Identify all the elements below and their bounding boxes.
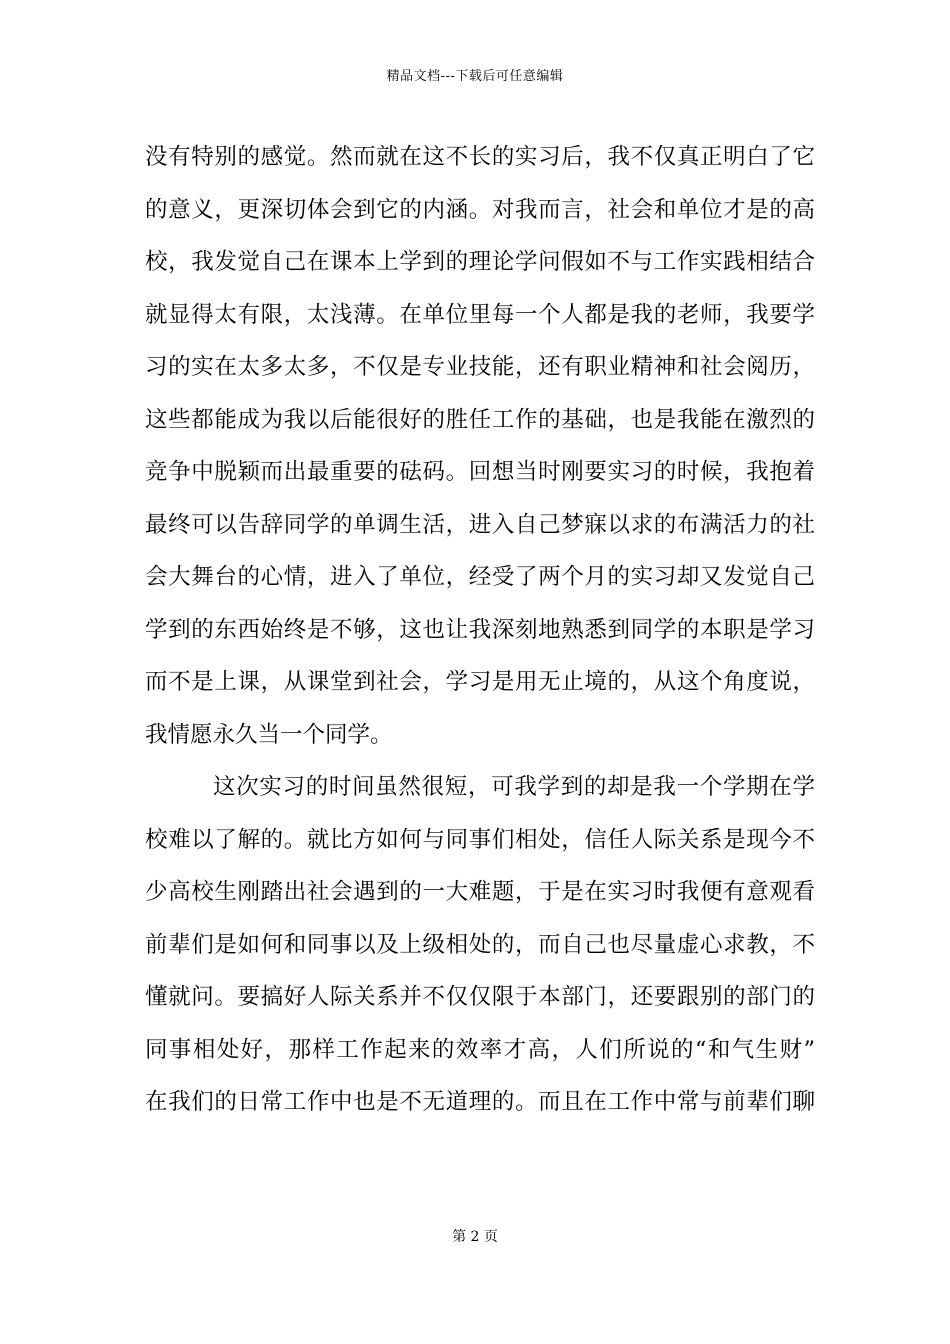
text-line: 懂就问。要搞好人际关系并不仅仅限于本部门，还要跟别的部门的 (145, 984, 815, 1010)
text-line: 学到的东西始终是不够，这也让我深刻地熟悉到同学的本职是学习 (145, 616, 815, 643)
text-line: 前辈们是如何和同事以及上级相处的，而自己也尽量虚心求教，不 (145, 931, 815, 958)
text-line: 同事相处好，那样工作起来的效率才高，人们所说的“和气生财” (145, 1036, 815, 1063)
text-line: 就显得太有限，太浅薄。在单位里每一个人都是我的老师，我要学 (145, 301, 815, 328)
text-line: 校，我发觉自己在课本上学到的理论学问假如不与工作实践相结合 (145, 249, 815, 275)
page-header: 精品文档---下载后可任意编辑 (386, 69, 564, 84)
text-line: 而不是上课，从课堂到社会，学习是用无止境的，从这个角度说， (145, 669, 815, 695)
text-line: 最终可以告辞同学的单调生活，进入自己梦寐以求的布满活力的社 (145, 511, 815, 538)
text-line: 习的实在太多太多，不仅是专业技能，还有职业精神和社会阅历， (145, 354, 815, 380)
text-line: 没有特别的感觉。然而就在这不长的实习后，我不仅真正明白了它 (145, 144, 815, 170)
text-line: 这些都能成为我以后能很好的胜任工作的基础，也是我能在激烈的 (145, 406, 815, 433)
text-line: 这次实习的时间虽然很短，可我学到的却是我一个学期在学 (213, 774, 815, 800)
text-line: 的意义，更深切体会到它的内涵。对我而言，社会和单位才是的高 (145, 196, 815, 223)
text-line: 校难以了解的。就比方如何与同事们相处，信任人际关系是现今不 (145, 826, 815, 853)
text-line: 竞争中脱颖而出最重要的砝码。回想当时刚要实习的时候，我抱着 (145, 459, 815, 485)
text-line: 少高校生刚踏出社会遇到的一大难题，于是在实习时我便有意观看 (145, 879, 815, 905)
text-line: 我情愿永久当一个同学。 (145, 721, 393, 748)
body-text (145, 131, 815, 1129)
text-line: 在我们的日常工作中也是不无道理的。而且在工作中常与前辈们聊 (145, 1089, 815, 1115)
text-line: 会大舞台的心情，进入了单位，经受了两个月的实习却又发觉自己 (145, 564, 815, 590)
page-number: 第 2 页 (452, 1229, 498, 1245)
